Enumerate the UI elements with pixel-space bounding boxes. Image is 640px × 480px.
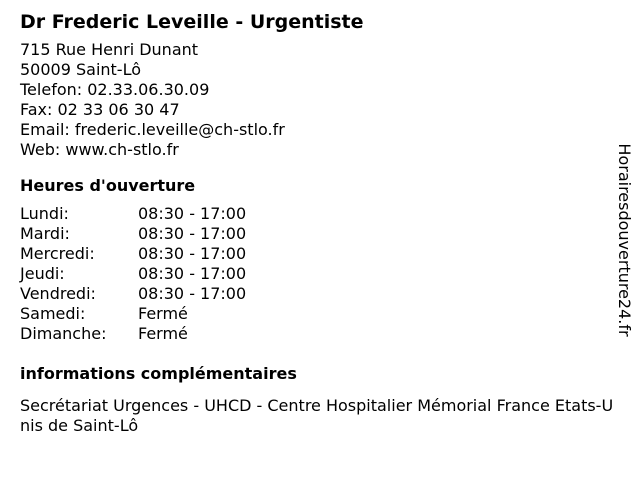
website: Web: www.ch-stlo.fr [20,140,179,159]
additional-info-text: Secrétariat Urgences - UHCD - Centre Hospitalier Mémorial France Etats-Unis de Saint-Lô [20,396,614,435]
opening-hours-table [20,204,620,344]
fax-number: Fax: 02 33 06 30 47 [20,100,180,119]
email-address: Email: frederic.leveille@ch-stlo.fr [20,120,285,139]
hours-value: Fermé [138,304,188,323]
phone-number: Telefon: 02.33.06.30.09 [20,80,210,99]
business-card [20,8,620,436]
hours-value: Fermé [138,324,188,343]
contact-block [20,40,620,160]
hours-value: 08:30 - 17:00 [138,244,247,263]
hours-row-tuesday [20,224,620,244]
day-label: Jeudi: [20,264,65,283]
day-label: Dimanche: [20,324,107,343]
day-label: Lundi: [20,204,69,223]
day-label: Vendredi: [20,284,96,303]
hours-value: 08:30 - 17:00 [138,284,247,303]
additional-info-heading: informations complémentaires [20,364,297,383]
page-title: Dr Frederic Leveille - Urgentiste [20,11,364,33]
city-address: 50009 Saint-Lô [20,60,141,79]
hours-row-monday [20,204,620,224]
hours-value: 08:30 - 17:00 [138,264,247,283]
hours-row-thursday [20,264,620,284]
hours-row-friday [20,284,620,304]
hours-row-wednesday [20,244,620,264]
day-label: Mardi: [20,224,70,243]
hours-value: 08:30 - 17:00 [138,204,247,223]
hours-row-sunday [20,324,620,344]
hours-value: 08:30 - 17:00 [138,224,247,243]
street-address: 715 Rue Henri Dunant [20,40,199,59]
day-label: Samedi: [20,304,86,323]
day-label: Mercredi: [20,244,95,263]
hours-row-saturday [20,304,620,324]
opening-hours-heading: Heures d'ouverture [20,176,196,195]
site-watermark: Horairesdouverture24.fr [615,143,634,337]
